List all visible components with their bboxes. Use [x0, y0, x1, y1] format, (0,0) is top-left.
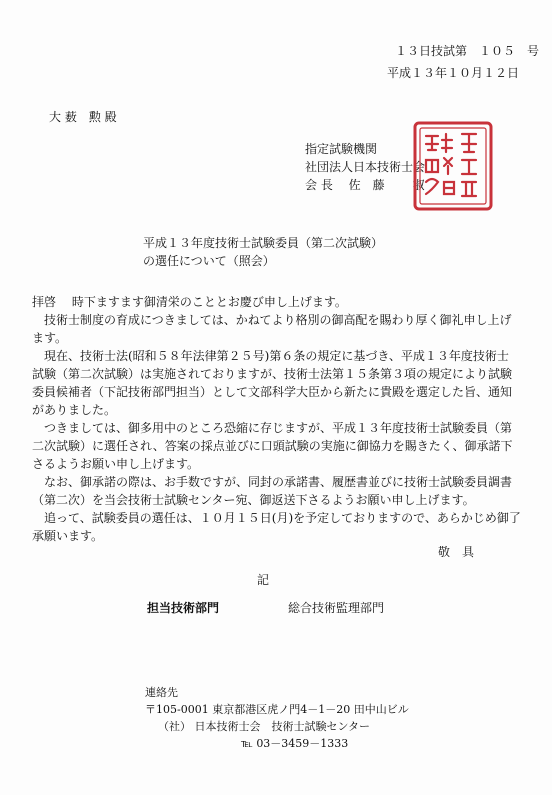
subject-line-2: の選任について（照会）	[143, 254, 275, 268]
official-seal-icon	[412, 120, 494, 212]
sender-org-name: 社団法人日本技術士会	[305, 160, 426, 174]
sender-president: 会 長 佐 藤 淑	[305, 178, 425, 192]
body-line: 追って、試験委員の選任は、１０月１５日(月)を予定しておりますので、あらかじめ御了	[32, 511, 521, 525]
subject-line-1: 平成１３年度技術士試験委員（第二次試験）	[143, 236, 384, 250]
body-line: ます。	[32, 331, 68, 345]
closing-keigu: 敬 具	[438, 545, 475, 559]
body-line: 承願います。	[32, 529, 104, 543]
ki-heading: 記	[257, 573, 270, 587]
department-label: 担当技術部門	[147, 601, 220, 615]
department-value: 総合技術監理部門	[288, 601, 385, 615]
body-line: つきましては、御多用中のところ恐縮に存じますが、平成１３年度技術士試験委員（第	[32, 421, 513, 435]
sender-org-type: 指定試験機関	[305, 142, 378, 156]
body-line: （第二次）を当会技術士試験センター宛、御返送下さるようお願い申し上げます。	[32, 493, 475, 507]
body-line: 委員候補者（下記技術部門担当）として文部科学大臣から新たに貴殿を選定した旨、通知	[32, 385, 513, 399]
body-line: さるようお願い申し上げます。	[32, 457, 200, 471]
body-line: 試験（第二次試験）は実施されておりますが、技術士法第１５条第３項の規定により試験	[32, 367, 513, 381]
body-line: 拝啓 時下ますます御清栄のこととお慶び申し上げます。	[32, 295, 347, 309]
document-number: １３日技試第 １０５ 号	[395, 44, 540, 58]
contact-tel: ℡ 03－3459－1333	[241, 737, 349, 750]
contact-org: （社） 日本技術士会 技術士試験センター	[158, 720, 371, 733]
body-line: 現在、技術士法(昭和５８年法律第２５号)第６条の規定に基づき、平成１３年度技術士	[32, 349, 509, 363]
body-line: がありました。	[32, 403, 117, 417]
contact-address: 〒105-0001 東京都港区虎ノ門4－1－20 田中山ビル	[145, 703, 409, 716]
document-date: 平成１３年１０月１２日	[387, 66, 520, 80]
contact-title: 連絡先	[145, 686, 178, 699]
body-line: 二次試験）に選任され、答案の採点並びに口頭試験の実施に御協力を賜きたく、御承諾下	[32, 439, 513, 453]
body-line: 技術士制度の育成につきましては、かねてより格別の御高配を賜わり厚く御礼申し上げ	[32, 313, 512, 327]
body-line: なお、御承諾の際は、お手数ですが、同封の承諾書、履歴書並びに技術士試験委員調書	[32, 475, 513, 489]
recipient-name: 大 薮 勲 殿	[49, 110, 117, 124]
